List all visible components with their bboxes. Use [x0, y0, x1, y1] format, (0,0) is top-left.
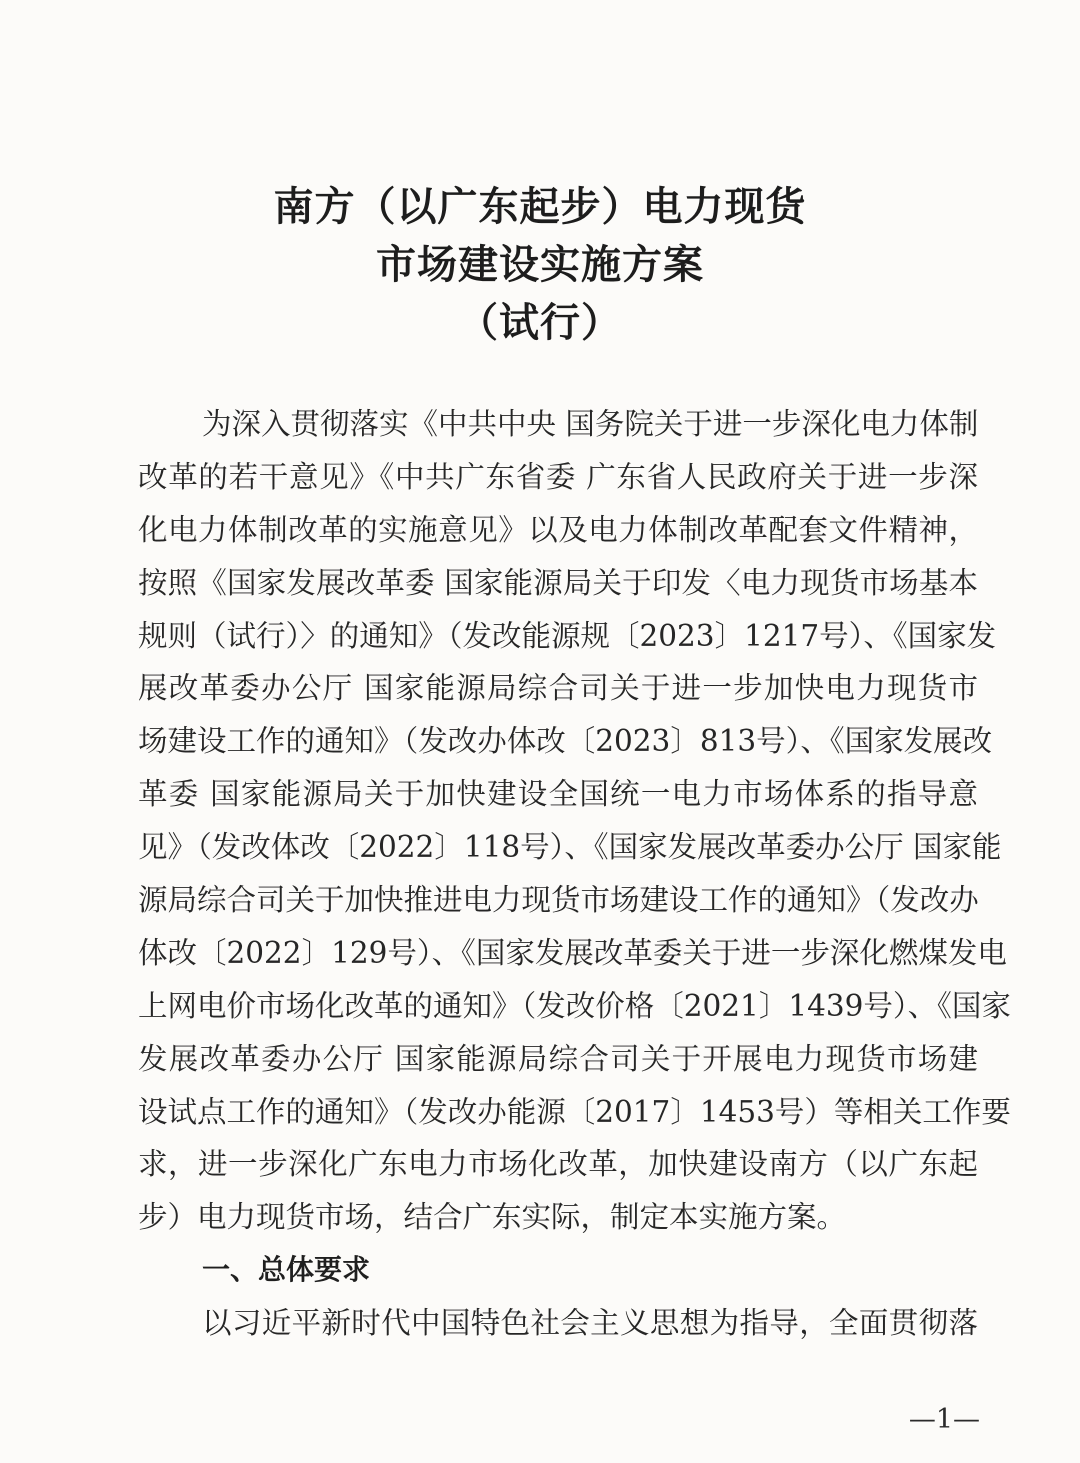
section-paragraph-line: 以习近平新时代中国特色社会主义思想为指导，全面贯彻落 [202, 1306, 978, 1341]
document-body [138, 398, 1011, 1350]
document-title [0, 178, 1080, 352]
preamble-line: 展改革委办公厅 国家能源局综合司关于进一步加快电力现货市 [138, 671, 978, 706]
preamble-line: 发展改革委办公厅 国家能源局综合司关于开展电力现货市场建 [138, 1041, 978, 1076]
preamble-line: 改革的若干意见》《中共广东省委 广东省人民政府关于进一步深 [138, 459, 978, 494]
preamble-line: 规则（试行）〉的通知》（发改能源规〔2023〕1217号）、《国家发 [138, 618, 997, 653]
page-number: —1— [908, 1404, 980, 1435]
section-heading: 一、总体要求 [202, 1253, 371, 1287]
preamble-line: 化电力体制改革的实施意见》以及电力体制改革配套文件精神， [138, 512, 978, 547]
preamble-line: 为深入贯彻落实《中共中央 国务院关于进一步深化电力体制 [202, 407, 979, 441]
preamble-line: 场建设工作的通知》（发改办体改〔2023〕813号）、《国家发展改 [138, 724, 993, 759]
title-line-2: 市场建设实施方案 [376, 241, 704, 288]
title-line-1: 南方（以广东起步）电力现货 [273, 183, 807, 230]
preamble-line: 体改〔2022〕129号）、《国家发展改革委关于进一步深化燃煤发电 [138, 935, 1007, 970]
preamble-line: 革委 国家能源局关于加快建设全国统一电力市场体系的指导意 [138, 777, 978, 812]
preamble-line: 求，进一步深化广东电力市场化改革，加快建设南方（以广东起 [138, 1147, 978, 1182]
preamble-line: 源局综合司关于加快推进电力现货市场建设工作的通知》（发改办 [138, 883, 979, 918]
preamble-line: 见》（发改体改〔2022〕118号）、《国家发展改革委办公厅 国家能 [138, 830, 1002, 865]
preamble-line: 步）电力现货市场，结合广东实际，制定本实施方案。 [138, 1200, 847, 1235]
preamble-line: 设试点工作的通知》（发改办能源〔2017〕1453号）等相关工作要 [138, 1094, 1011, 1129]
preamble-line: 按照《国家发展改革委 国家能源局关于印发〈电力现货市场基本 [138, 565, 978, 600]
preamble-line: 上网电价市场化改革的通知》（发改价格〔2021〕1439号）、《国家 [138, 988, 1011, 1023]
title-line-3: （试行） [458, 299, 622, 346]
